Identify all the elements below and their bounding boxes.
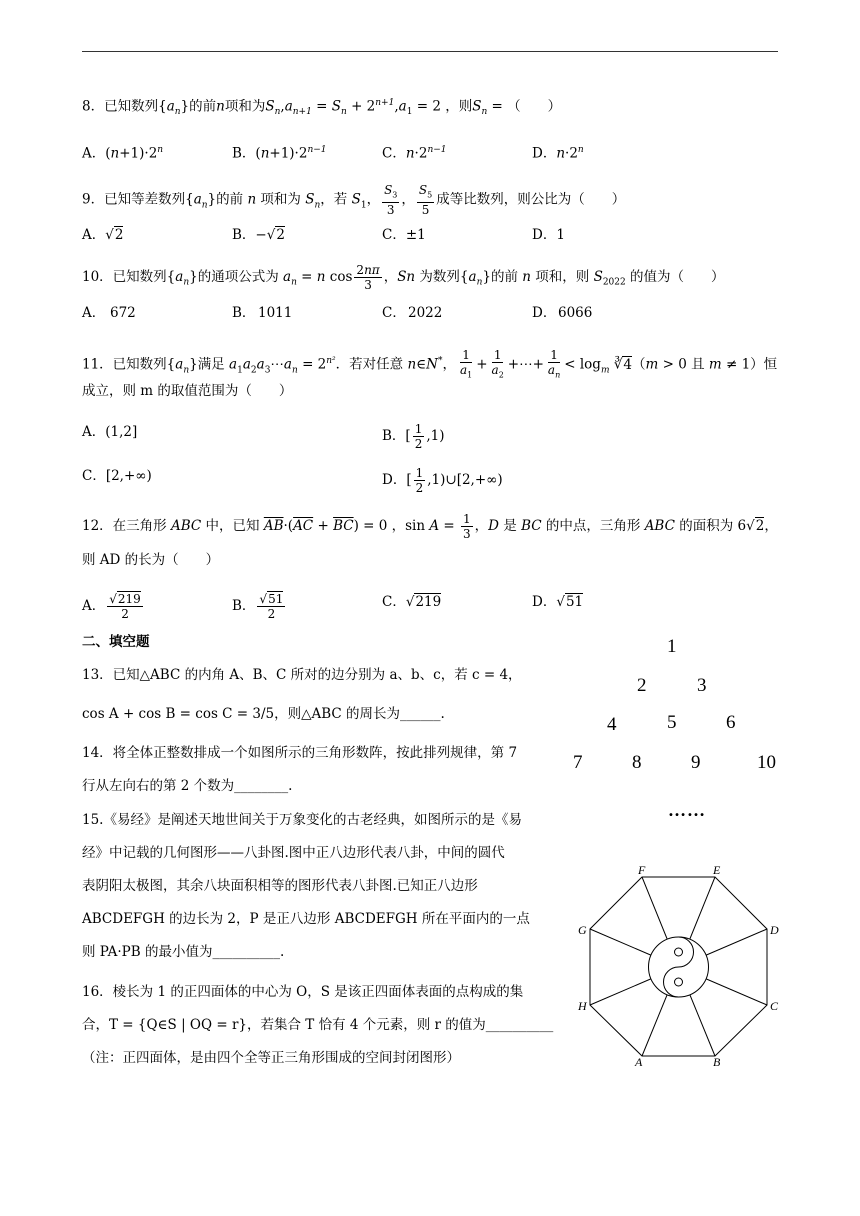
- question-10-option-d-text: 6066: [558, 305, 593, 321]
- bagua-octagon-figure: [570, 862, 795, 1072]
- question-15-line5: 则 PA·PB 的最小值为__________.: [82, 944, 285, 960]
- question-12-option-c: C．√219: [382, 594, 442, 610]
- triangle-number-4: 4: [607, 714, 617, 735]
- question-11-option-a: A．(1,2]: [82, 424, 138, 440]
- question-11-stem-line2: 成立，则 m 的取值范围为（ ）: [82, 383, 293, 399]
- question-11-stem-line1: 11．已知数列$\{a_n\}$满足 $a_1a_2a_3\cdots a_n = 2^{n^2}$．若对任意 n∈N*， $\frac{1}{a_1}$ + $\frac{1}{a_2}$ +⋯+ $\frac{1}{a_n}$ < $\log_m$ ∛4（m > 0 且 m ≠ 1）恒: [82, 348, 778, 380]
- question-11-option-c: C．[2,+∞): [82, 468, 152, 484]
- question-10-option-d: D．: [532, 305, 557, 321]
- question-15-line1: 15.《易经》是阐述天地世间关于万象变化的古老经典，如图所示的是《易: [82, 812, 522, 828]
- question-15-line3: 表阴阳太极图，其余八块面积相等的图形代表八卦图.已知正八边形: [82, 878, 478, 894]
- question-14-line1: 14．将全体正整数排成一个如图所示的三角形数阵，按此排列规律，第 7: [82, 745, 518, 761]
- question-8-option-d: D．$n\cdot 2^n$: [532, 145, 584, 162]
- header-rule: [82, 51, 778, 52]
- question-16-line1: 16．棱长为 1 的正四面体的中心为 O，S 是该正四面体表面的点构成的集: [82, 984, 524, 1000]
- question-9-option-b: B．−√2: [232, 227, 285, 243]
- question-10-option-c-text: 2022: [408, 305, 443, 321]
- question-15-line4: ABCDEFGH 的边长为 2，P 是正八边形 ABCDEFGH 所在平面内的一点: [82, 911, 530, 927]
- question-8-stem: 8．已知数列$\{a_n\}$的前n项和为$S_n,a_{n+1} = S_n + 2^{n+1},a_1 = 2$ ，则$S_n$ = （ ）: [82, 98, 562, 118]
- question-8-option-a: A．$(n+1)\cdot 2^n$: [82, 145, 164, 162]
- triangle-number-7: 7: [573, 752, 583, 773]
- octagon-label-c: C: [770, 999, 779, 1013]
- triangle-ellipsis: ……: [668, 800, 706, 820]
- octagon-label-e: E: [713, 863, 721, 877]
- section-title: 二、填空题: [82, 634, 150, 650]
- octagon-label-a: A: [635, 1055, 643, 1069]
- question-13-line2: cos A + cos B = cos C = 3/5，则△ABC 的周长为______.: [82, 706, 445, 722]
- triangle-number-5: 5: [667, 712, 677, 733]
- triangle-number-1: 1: [667, 636, 677, 657]
- triangle-number-6: 6: [726, 712, 736, 733]
- octagon-label-h: H: [578, 999, 587, 1013]
- triangle-number-3: 3: [697, 675, 707, 696]
- question-9-option-c: C．±1: [382, 227, 426, 243]
- question-15-line2: 经》中记载的几何图形——八卦图.图中正八边形代表八卦，中间的圆代: [82, 845, 505, 861]
- question-9-option-d: D．1: [532, 227, 565, 243]
- question-12-option-b: B． $\frac{√51}{2}$: [232, 592, 284, 621]
- triangle-number-10: 10: [757, 752, 776, 773]
- question-9-stem: 9．已知等差数列$\{a_n\}$的前 n 项和为 $S_n$，若 $S_1$， $\frac{S_3}{3}$ ， $\frac{S_5}{5}$ 成等比数列，则公比为（ ）: [82, 183, 626, 218]
- question-12-option-a: A． $\frac{√219}{2}$: [82, 592, 141, 621]
- octagon-label-g: G: [578, 923, 587, 937]
- question-11-option-d: D．[ $\frac{1}{2}$ ,1)∪[2,+∞): [382, 466, 503, 495]
- question-16-line3: （注：正四面体，是由四个全等正三角形围成的空间封闭图形）: [82, 1050, 460, 1066]
- question-10-option-c: C．: [382, 305, 406, 321]
- question-11-option-b: B．[ $\frac{1}{2}$ ,1): [382, 422, 445, 451]
- question-10-option-b: B．: [232, 305, 256, 321]
- question-10-option-a-text: 672: [110, 305, 136, 321]
- question-8-option-c: C．$n\cdot 2^{n-1}$: [382, 145, 447, 162]
- question-10-option-b-text: 1011: [258, 305, 293, 321]
- octagon-label-d: D: [770, 923, 779, 937]
- question-9-option-a: A．√2: [82, 227, 124, 243]
- triangle-number-9: 9: [691, 752, 701, 773]
- octagon-label-f: F: [638, 863, 646, 877]
- octagon-label-b: B: [713, 1055, 721, 1069]
- question-16-line2: 合，T = {Q∈S | OQ = r}，若集合 T 恰有 4 个元素，则 r 的值为__________: [82, 1017, 554, 1033]
- question-12-stem-line2: 则 AD 的长为（ ）: [82, 552, 220, 568]
- triangle-number-8: 8: [632, 752, 642, 773]
- question-12-option-d: D．√51: [532, 594, 584, 610]
- question-10-stem: 10．已知数列$\{a_n\}$的通项公式为 $a_n = n$ cos $\frac{2n\pi}{3}$ ，Sn 为数列$\{a_n\}$的前 n 项和，则 $S_{2022}$ 的值为（ ）: [82, 263, 725, 292]
- question-13-line1: 13．已知△ABC 的内角 A、B、C 所对的边分别为 a、b、c，若 c = 4，: [82, 667, 522, 683]
- question-14-line2: 行从左向右的第 2 个数为________.: [82, 778, 293, 794]
- question-12-stem-line1: 12．在三角形 ABC 中，已知 $\overline{AB}\cdot(\overline{AC} + \overline{BC}) = 0$ ，sin A = $\frac{1}{3}$ ，D 是 BC 的中点，三角形 ABC 的面积为 6√2，: [82, 512, 778, 541]
- question-10-option-a: A．: [82, 305, 106, 321]
- triangle-number-2: 2: [637, 675, 647, 696]
- question-8-option-b: B．$(n+1)\cdot 2^{n-1}$: [232, 145, 327, 162]
